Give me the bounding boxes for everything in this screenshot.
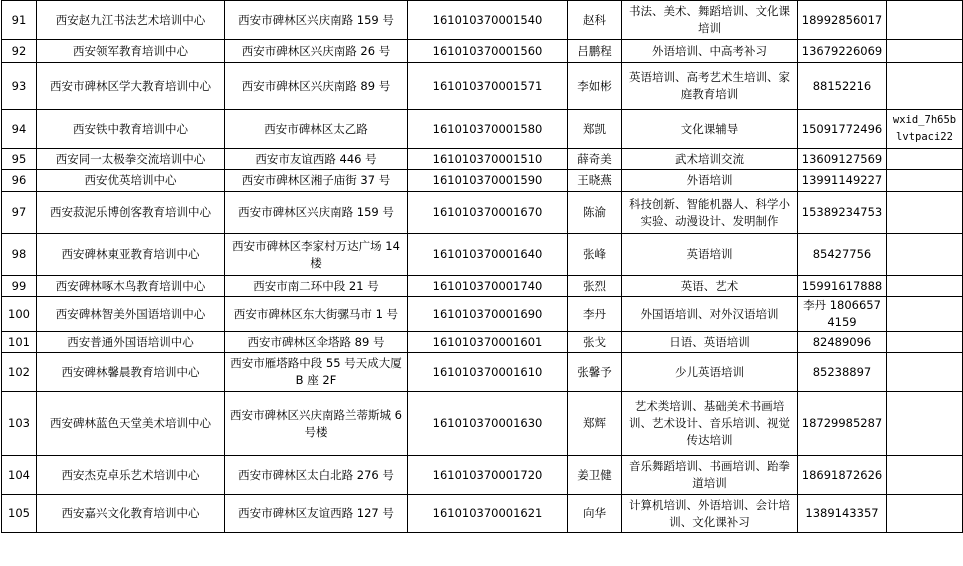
row-number: 96 — [2, 170, 37, 192]
extra-note — [887, 234, 963, 276]
table-row — [2, 63, 963, 110]
address: 西安市友谊西路 446 号 — [225, 149, 408, 170]
extra-note — [887, 456, 963, 495]
phone-number: 13609127569 — [798, 149, 887, 170]
org-name: 西安普通外国语培训中心 — [37, 332, 225, 353]
table-row — [2, 110, 963, 149]
phone-number: 1389143357 — [798, 495, 887, 533]
registration-code: 161010370001540 — [408, 1, 568, 40]
table-row — [2, 495, 963, 533]
extra-note — [887, 192, 963, 234]
address: 西安市碑林区湘子庙街 37 号 — [225, 170, 408, 192]
business-scope: 日语、英语培训 — [622, 332, 798, 353]
org-name: 西安赵九江书法艺术培训中心 — [37, 1, 225, 40]
address: 西安市碑林区太乙路 — [225, 110, 408, 149]
org-name: 西安优英培训中心 — [37, 170, 225, 192]
table-row — [2, 192, 963, 234]
address: 西安市南二环中段 21 号 — [225, 276, 408, 297]
registration-code: 161010370001601 — [408, 332, 568, 353]
phone-number: 18992856017 — [798, 1, 887, 40]
extra-note: wxid_7h65blvtpaci22 — [887, 110, 963, 149]
row-number: 101 — [2, 332, 37, 353]
contact-person: 郑辉 — [568, 392, 622, 456]
address: 西安市碑林区兴庆南路 89 号 — [225, 63, 408, 110]
extra-note — [887, 332, 963, 353]
row-number: 99 — [2, 276, 37, 297]
org-name: 西安铁中教育培训中心 — [37, 110, 225, 149]
contact-person: 王晓燕 — [568, 170, 622, 192]
row-number: 104 — [2, 456, 37, 495]
extra-note — [887, 170, 963, 192]
business-scope: 英语培训 — [622, 234, 798, 276]
table-row — [2, 1, 963, 40]
business-scope: 少儿英语培训 — [622, 353, 798, 392]
contact-person: 姜卫健 — [568, 456, 622, 495]
registration-code: 161010370001560 — [408, 40, 568, 63]
business-scope: 计算机培训、外语培训、会计培训、文化课补习 — [622, 495, 798, 533]
org-name: 西安碑林啄木鸟教育培训中心 — [37, 276, 225, 297]
registration-code: 161010370001621 — [408, 495, 568, 533]
registration-code: 161010370001640 — [408, 234, 568, 276]
business-scope: 外语培训、中高考补习 — [622, 40, 798, 63]
phone-number: 15389234753 — [798, 192, 887, 234]
business-scope: 外国语培训、对外汉语培训 — [622, 297, 798, 332]
phone-number: 82489096 — [798, 332, 887, 353]
extra-note — [887, 276, 963, 297]
org-name: 西安市碑林区学大教育培训中心 — [37, 63, 225, 110]
business-scope: 文化课辅导 — [622, 110, 798, 149]
org-name: 西安碑林東亚教育培训中心 — [37, 234, 225, 276]
table-row — [2, 353, 963, 392]
row-number: 92 — [2, 40, 37, 63]
row-number: 100 — [2, 297, 37, 332]
row-number: 93 — [2, 63, 37, 110]
row-number: 91 — [2, 1, 37, 40]
contact-person: 郑凯 — [568, 110, 622, 149]
table-row — [2, 332, 963, 353]
address: 西安市雁塔路中段 55 号天成大厦 B 座 2F — [225, 353, 408, 392]
registration-code: 161010370001610 — [408, 353, 568, 392]
registration-code: 161010370001720 — [408, 456, 568, 495]
address: 西安市碑林区李家村万达广场 14 楼 — [225, 234, 408, 276]
business-scope: 外语培训 — [622, 170, 798, 192]
address: 西安市碑林区兴庆南路 26 号 — [225, 40, 408, 63]
extra-note — [887, 149, 963, 170]
row-number: 102 — [2, 353, 37, 392]
extra-note — [887, 40, 963, 63]
table-row — [2, 170, 963, 192]
business-scope: 武术培训交流 — [622, 149, 798, 170]
contact-person: 薛奇美 — [568, 149, 622, 170]
business-scope: 艺术类培训、基础美术书画培训、艺术设计、音乐培训、视觉传达培训 — [622, 392, 798, 456]
org-name: 西安同一太极拳交流培训中心 — [37, 149, 225, 170]
phone-number: 13991149227 — [798, 170, 887, 192]
address: 西安市碑林区东大街骡马市 1 号 — [225, 297, 408, 332]
phone-number: 18691872626 — [798, 456, 887, 495]
registration-code: 161010370001571 — [408, 63, 568, 110]
business-scope: 英语培训、高考艺术生培训、家庭教育培训 — [622, 63, 798, 110]
table-row — [2, 234, 963, 276]
business-scope: 英语、艺术 — [622, 276, 798, 297]
registration-code: 161010370001580 — [408, 110, 568, 149]
row-number: 105 — [2, 495, 37, 533]
business-scope: 书法、美术、舞蹈培训、文化课培训 — [622, 1, 798, 40]
extra-note — [887, 392, 963, 456]
row-number: 97 — [2, 192, 37, 234]
contact-person: 吕鹏程 — [568, 40, 622, 63]
phone-number: 85238897 — [798, 353, 887, 392]
org-name: 西安碑林智美外国语培训中心 — [37, 297, 225, 332]
extra-note — [887, 297, 963, 332]
phone-number: 18729985287 — [798, 392, 887, 456]
business-scope: 科技创新、智能机器人、科学小实验、动漫设计、发明制作 — [622, 192, 798, 234]
row-number: 103 — [2, 392, 37, 456]
table-body — [2, 1, 963, 533]
table-row — [2, 297, 963, 332]
table-row — [2, 149, 963, 170]
address: 西安市碑林区太白北路 276 号 — [225, 456, 408, 495]
org-name: 西安碑林蓝色天堂美术培训中心 — [37, 392, 225, 456]
contact-person: 张馨予 — [568, 353, 622, 392]
contact-person: 张烈 — [568, 276, 622, 297]
contact-person: 张戈 — [568, 332, 622, 353]
row-number: 94 — [2, 110, 37, 149]
business-scope: 音乐舞蹈培训、书画培训、跆拳道培训 — [622, 456, 798, 495]
phone-number: 88152216 — [798, 63, 887, 110]
extra-note — [887, 353, 963, 392]
extra-note — [887, 495, 963, 533]
org-name: 西安菽泥乐博创客教育培训中心 — [37, 192, 225, 234]
table-row — [2, 276, 963, 297]
address: 西安市碑林区兴庆南路兰蒂斯城 6 号楼 — [225, 392, 408, 456]
contact-person: 向华 — [568, 495, 622, 533]
address: 西安市碑林区伞塔路 89 号 — [225, 332, 408, 353]
phone-number: 李丹 18066574159 — [798, 297, 887, 332]
contact-person: 赵科 — [568, 1, 622, 40]
org-name: 西安嘉兴文化教育培训中心 — [37, 495, 225, 533]
institution-table — [1, 0, 963, 533]
phone-number: 85427756 — [798, 234, 887, 276]
phone-number: 13679226069 — [798, 40, 887, 63]
row-number: 98 — [2, 234, 37, 276]
table-row — [2, 40, 963, 63]
phone-number: 15091772496 — [798, 110, 887, 149]
address: 西安市碑林区友谊西路 127 号 — [225, 495, 408, 533]
registration-code: 161010370001740 — [408, 276, 568, 297]
contact-person: 李丹 — [568, 297, 622, 332]
registration-code: 161010370001630 — [408, 392, 568, 456]
phone-number: 15991617888 — [798, 276, 887, 297]
registration-code: 161010370001510 — [408, 149, 568, 170]
registration-code: 161010370001590 — [408, 170, 568, 192]
extra-note — [887, 1, 963, 40]
table-row — [2, 456, 963, 495]
address: 西安市碑林区兴庆南路 159 号 — [225, 192, 408, 234]
registration-code: 161010370001670 — [408, 192, 568, 234]
org-name: 西安领军教育培训中心 — [37, 40, 225, 63]
contact-person: 陈渝 — [568, 192, 622, 234]
org-name: 西安杰克卓乐艺术培训中心 — [37, 456, 225, 495]
extra-note — [887, 63, 963, 110]
table-row — [2, 392, 963, 456]
registration-code: 161010370001690 — [408, 297, 568, 332]
contact-person: 张峰 — [568, 234, 622, 276]
row-number: 95 — [2, 149, 37, 170]
contact-person: 李如彬 — [568, 63, 622, 110]
address: 西安市碑林区兴庆南路 159 号 — [225, 1, 408, 40]
org-name: 西安碑林馨晨教育培训中心 — [37, 353, 225, 392]
